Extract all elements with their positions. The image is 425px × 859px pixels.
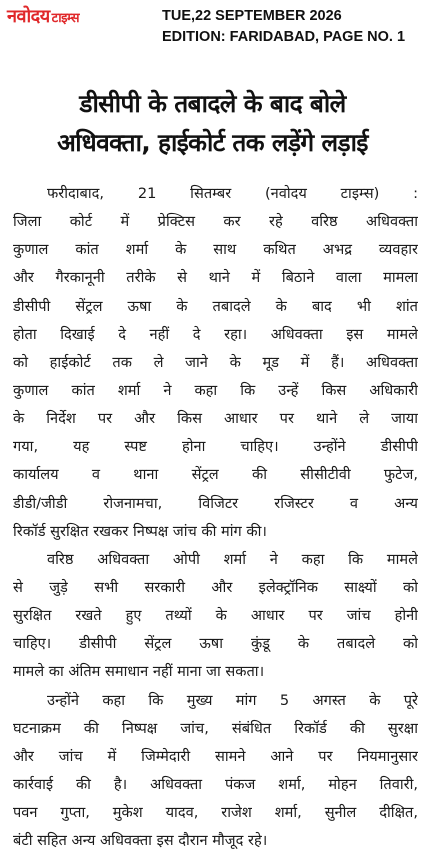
- body-line: से जुड़े सभी सरकारी और इलेक्ट्रॉनिक साक्ष्यों को: [13, 578, 418, 596]
- body-line: घटनाक्रम की निष्पक्ष जांच, संबंधित रिकॉर्ड की सुरक्षा: [13, 719, 418, 737]
- headline-line: अधिवक्ता, हाईकोर्ट तक लड़ेंगे लड़ाई: [57, 128, 368, 157]
- article-body: [13, 180, 418, 855]
- body-line: सुरक्षित रखते हुए तथ्यों के आधार पर जांच होनी: [13, 607, 418, 625]
- body-line: और जांच में जिम्मेदारी सामने आने पर नियमानुसार: [13, 747, 418, 765]
- logo-main: नवोदय: [7, 6, 50, 27]
- body-line: पवन गुप्ता, मुकेश यादव, राजेश शर्मा, सुनील दीक्षित,: [13, 804, 418, 822]
- newspaper-logo: [7, 6, 79, 30]
- body-line: गया, यह स्पष्ट होना चाहिए। उन्होंने डीसीपी: [13, 438, 418, 456]
- body-line: उन्होंने कहा कि मुख्य मांग 5 अगस्त के पूरे: [47, 691, 418, 709]
- dateline: [162, 6, 424, 48]
- body-line: जिला कोर्ट में प्रेक्टिस कर रहे वरिष्ठ अधिवक्ता: [13, 213, 418, 231]
- body-line: मामले का अंतिम समाधान नहीं माना जा सकता।: [13, 663, 265, 681]
- body-line: कुणाल कांत शर्मा के साथ कथित अभद्र व्यवहार: [13, 241, 418, 259]
- body-line: के निर्देश पर और किस आधार पर थाने ले जाया: [13, 410, 418, 428]
- body-line: और गैरकानूनी तरीके से थाने में बिठाने वाला मामला: [13, 269, 418, 287]
- dateline-line: फरीदाबाद, 21 सितम्बर (नवोदय टाइम्स) :: [47, 185, 418, 202]
- body-line: डीसीपी सेंट्रल ऊषा के तबादले के बाद भी शांत: [13, 297, 418, 315]
- issue-date: TUE,22 SEPTEMBER 2026: [162, 8, 342, 24]
- edition-page: EDITION: FARIDABAD, PAGE NO. 1: [162, 29, 406, 45]
- body-line: कुणाल कांत शर्मा ने कहा कि उन्हें किस अधिकारी: [13, 381, 418, 399]
- body-line: वरिष्ठ अधिवक्ता ओपी शर्मा ने कहा कि मामले: [47, 550, 418, 568]
- body-line: कार्यालय व थाना सेंट्रल की सीसीटीवी फुटेज,: [13, 466, 418, 484]
- article-headline: [0, 84, 425, 162]
- body-line: बंटी सहित अन्य अधिवक्ता इस दौरान मौजूद रहे।: [13, 832, 268, 850]
- masthead: [0, 0, 425, 50]
- headline-line: डीसीपी के तबादले के बाद बोले: [79, 89, 346, 118]
- body-line: चाहिए। डीसीपी सेंट्रल ऊषा कुंडू के तबादले को: [13, 635, 418, 653]
- body-line: रिकॉर्ड सुरक्षित रखकर निष्पक्ष जांच की मांग की।: [13, 522, 267, 540]
- body-line: को हाईकोर्ट तक ले जाने के मूड में हैं। अधिवक्ता: [13, 353, 418, 371]
- logo-sub: टाइम्स: [51, 11, 79, 26]
- body-line: कार्रवाई की है। अधिवक्ता पंकज शर्मा, मोहन तिवारी,: [13, 775, 418, 793]
- body-line: होता दिखाई दे नहीं दे रहा। अधिवक्ता इस मामले: [13, 325, 418, 343]
- body-line: डीडी/जीडी रोजनामचा, विजिटर रजिस्टर व अन्य: [13, 494, 418, 512]
